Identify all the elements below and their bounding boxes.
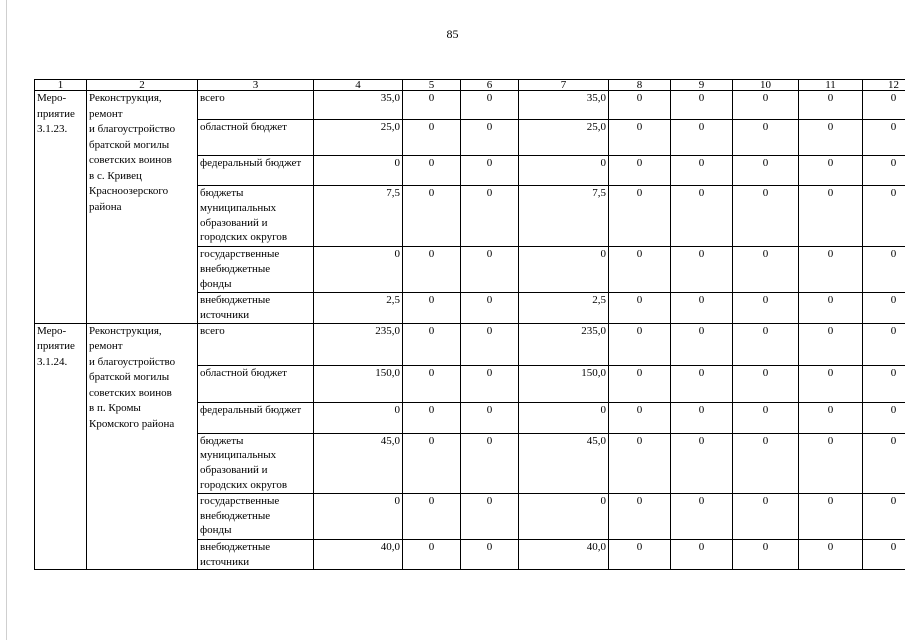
- text-line: Меро-: [37, 324, 67, 337]
- value-cell: 235,0: [519, 323, 609, 365]
- text-line: источники: [200, 308, 250, 321]
- value-cell: 0: [461, 433, 519, 493]
- text-line: Реконструкция,: [89, 324, 162, 337]
- value-cell: 0: [671, 91, 733, 120]
- value-cell: 0: [799, 493, 863, 539]
- value-cell: 0: [863, 186, 905, 247]
- value-cell: 0: [519, 247, 609, 293]
- value-cell: 0: [461, 365, 519, 402]
- value-cell: 0: [314, 493, 403, 539]
- text-line: 3.1.24.: [37, 355, 68, 368]
- value-cell: 35,0: [519, 91, 609, 120]
- column-header: 11: [799, 80, 863, 91]
- value-cell: 0: [403, 402, 461, 433]
- value-cell: 0: [671, 539, 733, 570]
- value-cell: 2,5: [314, 293, 403, 324]
- text-line: источники: [200, 555, 250, 568]
- text-line: Красноозерского: [89, 185, 169, 197]
- value-cell: 0: [863, 156, 905, 186]
- value-cell: 0: [461, 120, 519, 156]
- text-line: советских воинов: [89, 386, 172, 399]
- column-header: 1: [35, 80, 87, 91]
- text-line: ремонт: [89, 340, 123, 353]
- value-cell: 0: [609, 323, 671, 365]
- value-cell: 0: [733, 365, 799, 402]
- value-cell: 0: [671, 365, 733, 402]
- text-line: района: [89, 200, 122, 213]
- table-body: [35, 91, 905, 570]
- value-cell: 0: [403, 247, 461, 293]
- funding-source-cell: [198, 120, 314, 156]
- value-cell: 0: [733, 247, 799, 293]
- value-cell: 0: [671, 493, 733, 539]
- value-cell: 0: [314, 402, 403, 433]
- value-cell: 25,0: [314, 120, 403, 156]
- value-cell: 0: [519, 402, 609, 433]
- value-cell: 0: [403, 323, 461, 365]
- value-cell: 0: [733, 323, 799, 365]
- value-cell: 0: [461, 402, 519, 433]
- text-line: внебюджетные: [200, 540, 271, 553]
- value-cell: 0: [863, 365, 905, 402]
- value-cell: 0: [671, 293, 733, 324]
- value-cell: 0: [863, 91, 905, 120]
- value-cell: 0: [461, 539, 519, 570]
- value-cell: 0: [314, 247, 403, 293]
- text-line: советских воинов: [89, 154, 172, 166]
- text-line: внебюджетные: [200, 262, 271, 275]
- value-cell: 0: [671, 433, 733, 493]
- value-cell: 0: [609, 539, 671, 570]
- column-header: 7: [519, 80, 609, 91]
- text-line: Реконструкция,: [89, 92, 162, 104]
- value-cell: 235,0: [314, 323, 403, 365]
- text-line: братской могилы: [89, 371, 170, 384]
- text-line: образований и: [200, 464, 268, 477]
- text-line: областной бюджет: [200, 121, 287, 133]
- funding-source-cell: [198, 493, 314, 539]
- value-cell: 0: [799, 433, 863, 493]
- funding-source-cell: [198, 433, 314, 493]
- value-cell: 150,0: [314, 365, 403, 402]
- value-cell: 0: [863, 493, 905, 539]
- column-header: 6: [461, 80, 519, 91]
- value-cell: 0: [461, 247, 519, 293]
- value-cell: 0: [799, 156, 863, 186]
- value-cell: 0: [671, 186, 733, 247]
- value-cell: 0: [461, 493, 519, 539]
- value-cell: 0: [671, 402, 733, 433]
- column-header: 3: [198, 80, 314, 91]
- value-cell: 0: [403, 433, 461, 493]
- funding-source-cell: [198, 293, 314, 324]
- value-cell: 0: [403, 293, 461, 324]
- text-line: приятие: [37, 107, 75, 120]
- funding-source-cell: [198, 186, 314, 247]
- value-cell: 0: [609, 186, 671, 247]
- value-cell: 0: [671, 156, 733, 186]
- value-cell: 0: [609, 91, 671, 120]
- text-line: городских округов: [200, 231, 288, 244]
- text-line: приятие: [37, 340, 75, 353]
- scan-left-edge: [6, 0, 7, 640]
- text-line: братской могилы: [89, 138, 170, 151]
- value-cell: 45,0: [519, 433, 609, 493]
- text-line: фонды: [200, 524, 232, 537]
- text-line: государственные: [200, 248, 280, 260]
- text-line: ремонт: [89, 107, 123, 120]
- value-cell: 0: [609, 365, 671, 402]
- funding-source-cell: [198, 156, 314, 186]
- column-header: 5: [403, 80, 461, 91]
- value-cell: 0: [671, 120, 733, 156]
- event-name-cell: [87, 323, 198, 570]
- funding-source-cell: [198, 91, 314, 120]
- text-line: федеральный бюджет: [200, 157, 302, 169]
- value-cell: 0: [799, 402, 863, 433]
- value-cell: 0: [799, 120, 863, 156]
- text-line: муниципальных: [200, 449, 277, 462]
- column-header: 10: [733, 80, 799, 91]
- value-cell: 0: [799, 247, 863, 293]
- value-cell: 0: [863, 402, 905, 433]
- text-line: бюджеты: [200, 434, 244, 447]
- value-cell: 0: [733, 293, 799, 324]
- value-cell: 45,0: [314, 433, 403, 493]
- value-cell: 0: [314, 156, 403, 186]
- column-header: 9: [671, 80, 733, 91]
- text-line: бюджеты: [200, 187, 244, 199]
- value-cell: 0: [733, 120, 799, 156]
- funding-source-cell: [198, 539, 314, 570]
- column-header: 12: [863, 80, 905, 91]
- text-line: в п. Кромы: [89, 402, 141, 415]
- value-cell: 0: [403, 365, 461, 402]
- value-cell: 0: [609, 156, 671, 186]
- value-cell: 0: [863, 247, 905, 293]
- value-cell: 7,5: [314, 186, 403, 247]
- value-cell: 0: [609, 247, 671, 293]
- table-row: [35, 323, 905, 365]
- value-cell: 0: [863, 323, 905, 365]
- value-cell: 0: [461, 293, 519, 324]
- column-header: 8: [609, 80, 671, 91]
- text-line: всего: [200, 324, 225, 337]
- value-cell: 150,0: [519, 365, 609, 402]
- value-cell: 0: [733, 156, 799, 186]
- value-cell: 0: [863, 539, 905, 570]
- value-cell: 0: [403, 91, 461, 120]
- value-cell: 35,0: [314, 91, 403, 120]
- text-line: и благоустройство: [89, 123, 176, 135]
- value-cell: 0: [733, 539, 799, 570]
- value-cell: 0: [799, 539, 863, 570]
- value-cell: 0: [461, 91, 519, 120]
- value-cell: 0: [733, 91, 799, 120]
- value-cell: 0: [403, 156, 461, 186]
- column-header: 2: [87, 80, 198, 91]
- text-line: федеральный бюджет: [200, 403, 302, 416]
- value-cell: 2,5: [519, 293, 609, 324]
- value-cell: 0: [863, 120, 905, 156]
- value-cell: 0: [733, 186, 799, 247]
- value-cell: 0: [799, 365, 863, 402]
- value-cell: 7,5: [519, 186, 609, 247]
- value-cell: 0: [461, 156, 519, 186]
- value-cell: 0: [519, 493, 609, 539]
- value-cell: 0: [733, 493, 799, 539]
- value-cell: 0: [863, 293, 905, 324]
- value-cell: 0: [799, 323, 863, 365]
- text-line: государственные: [200, 494, 280, 507]
- funding-source-cell: [198, 247, 314, 293]
- value-cell: 0: [609, 293, 671, 324]
- text-line: городских округов: [200, 478, 288, 491]
- value-cell: 0: [733, 433, 799, 493]
- value-cell: 40,0: [519, 539, 609, 570]
- value-cell: 0: [863, 433, 905, 493]
- value-cell: 0: [403, 493, 461, 539]
- value-cell: 25,0: [519, 120, 609, 156]
- column-header: 4: [314, 80, 403, 91]
- text-line: в с. Кривец: [89, 169, 142, 182]
- text-line: областной бюджет: [200, 366, 287, 379]
- column-number-row: [35, 80, 905, 91]
- funding-source-cell: [198, 323, 314, 365]
- funding-source-cell: [198, 402, 314, 433]
- event-id-cell: [35, 91, 87, 324]
- value-cell: 0: [799, 91, 863, 120]
- value-cell: 0: [671, 323, 733, 365]
- value-cell: 0: [609, 402, 671, 433]
- text-line: муниципальных: [200, 201, 277, 214]
- text-line: образований и: [200, 216, 268, 229]
- value-cell: 0: [799, 293, 863, 324]
- text-line: внебюджетные: [200, 509, 271, 522]
- value-cell: 0: [799, 186, 863, 247]
- page-number: 85: [446, 27, 459, 41]
- value-cell: 0: [671, 247, 733, 293]
- value-cell: 0: [609, 433, 671, 493]
- value-cell: 0: [461, 323, 519, 365]
- value-cell: 0: [733, 402, 799, 433]
- funding-source-cell: [198, 365, 314, 402]
- value-cell: 0: [609, 120, 671, 156]
- text-line: и благоустройство: [89, 355, 176, 368]
- value-cell: 40,0: [314, 539, 403, 570]
- event-id-cell: [35, 323, 87, 570]
- event-name-cell: [87, 91, 198, 324]
- value-cell: 0: [403, 539, 461, 570]
- text-line: внебюджетные: [200, 294, 271, 306]
- value-cell: 0: [519, 156, 609, 186]
- value-cell: 0: [461, 186, 519, 247]
- value-cell: 0: [609, 493, 671, 539]
- value-cell: 0: [403, 186, 461, 247]
- table-row: [35, 91, 905, 120]
- text-line: всего: [200, 92, 225, 104]
- text-line: фонды: [200, 277, 232, 290]
- text-line: 3.1.23.: [37, 123, 68, 135]
- value-cell: 0: [403, 120, 461, 156]
- text-line: Меро-: [37, 92, 67, 104]
- text-line: Кромского района: [89, 417, 175, 430]
- budget-table: [34, 79, 905, 570]
